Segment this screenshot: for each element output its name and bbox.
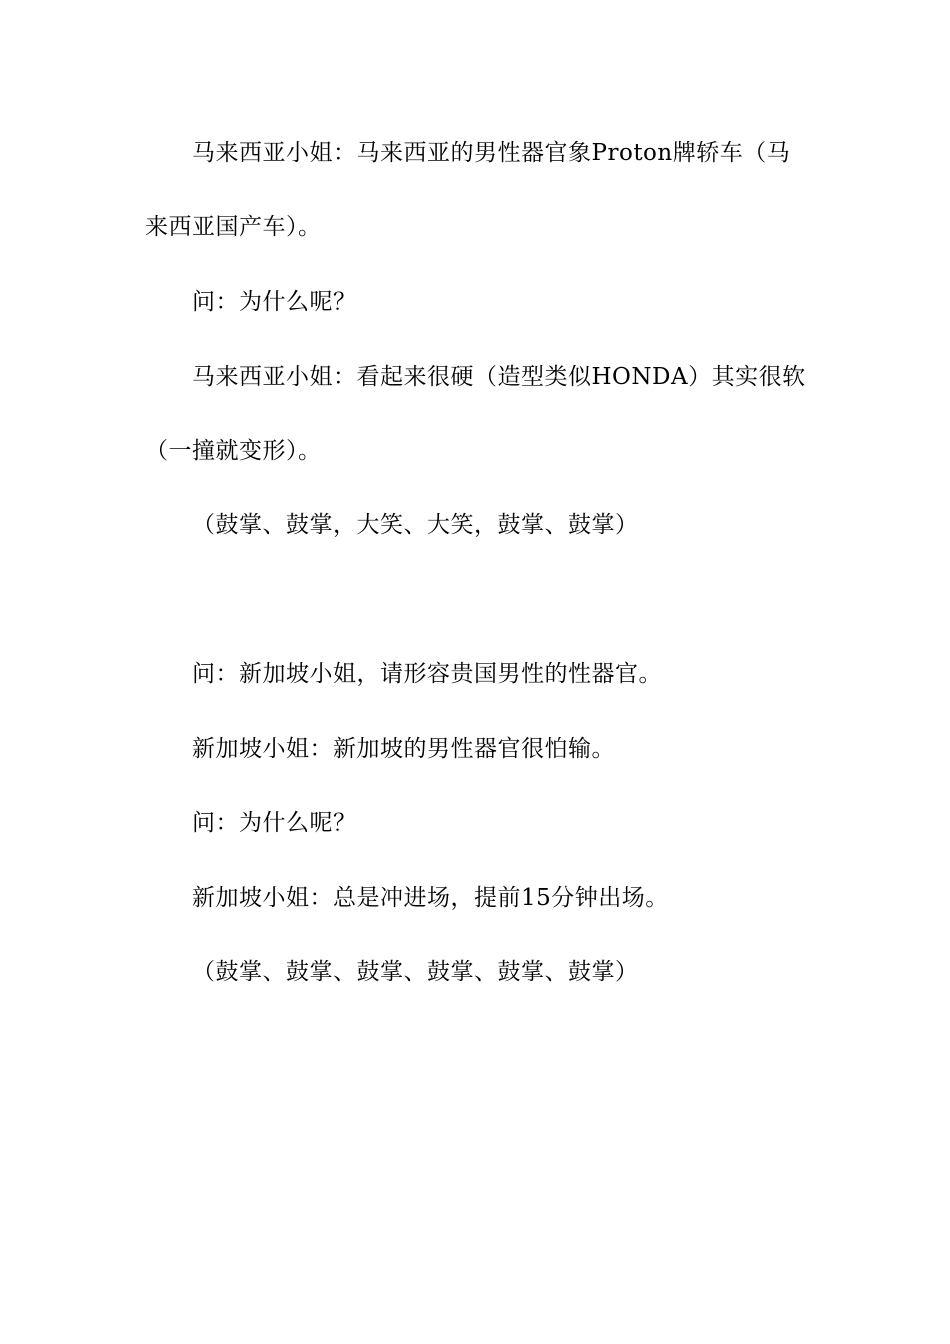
paragraph-line: 来西亚国产车）。 (145, 214, 322, 240)
paragraph-line: 新加坡小姐：总是冲进场，提前15分钟出场。 (192, 885, 669, 911)
paragraph-line: 问：新加坡小姐，请形容贵国男性的性器官。 (192, 661, 662, 687)
paragraph-line: 问：为什么呢？ (192, 289, 357, 315)
paragraph-line: （鼓掌、鼓掌、鼓掌、鼓掌、鼓掌、鼓掌） (192, 959, 639, 985)
paragraph-line: 问：为什么呢？ (192, 810, 357, 836)
paragraph-line: 新加坡小姐：新加坡的男性器官很怕输。 (192, 736, 615, 762)
paragraph-line: 马来西亚小姐：马来西亚的男性器官象Proton牌轿车（马 (192, 140, 791, 166)
paragraph-line: （一撞就变形）。 (145, 438, 322, 464)
paragraph-line: 马来西亚小姐：看起来很硬（造型类似HONDA）其实很软 (192, 364, 806, 390)
paragraph-line: （鼓掌、鼓掌，大笑、大笑，鼓掌、鼓掌） (192, 512, 639, 538)
